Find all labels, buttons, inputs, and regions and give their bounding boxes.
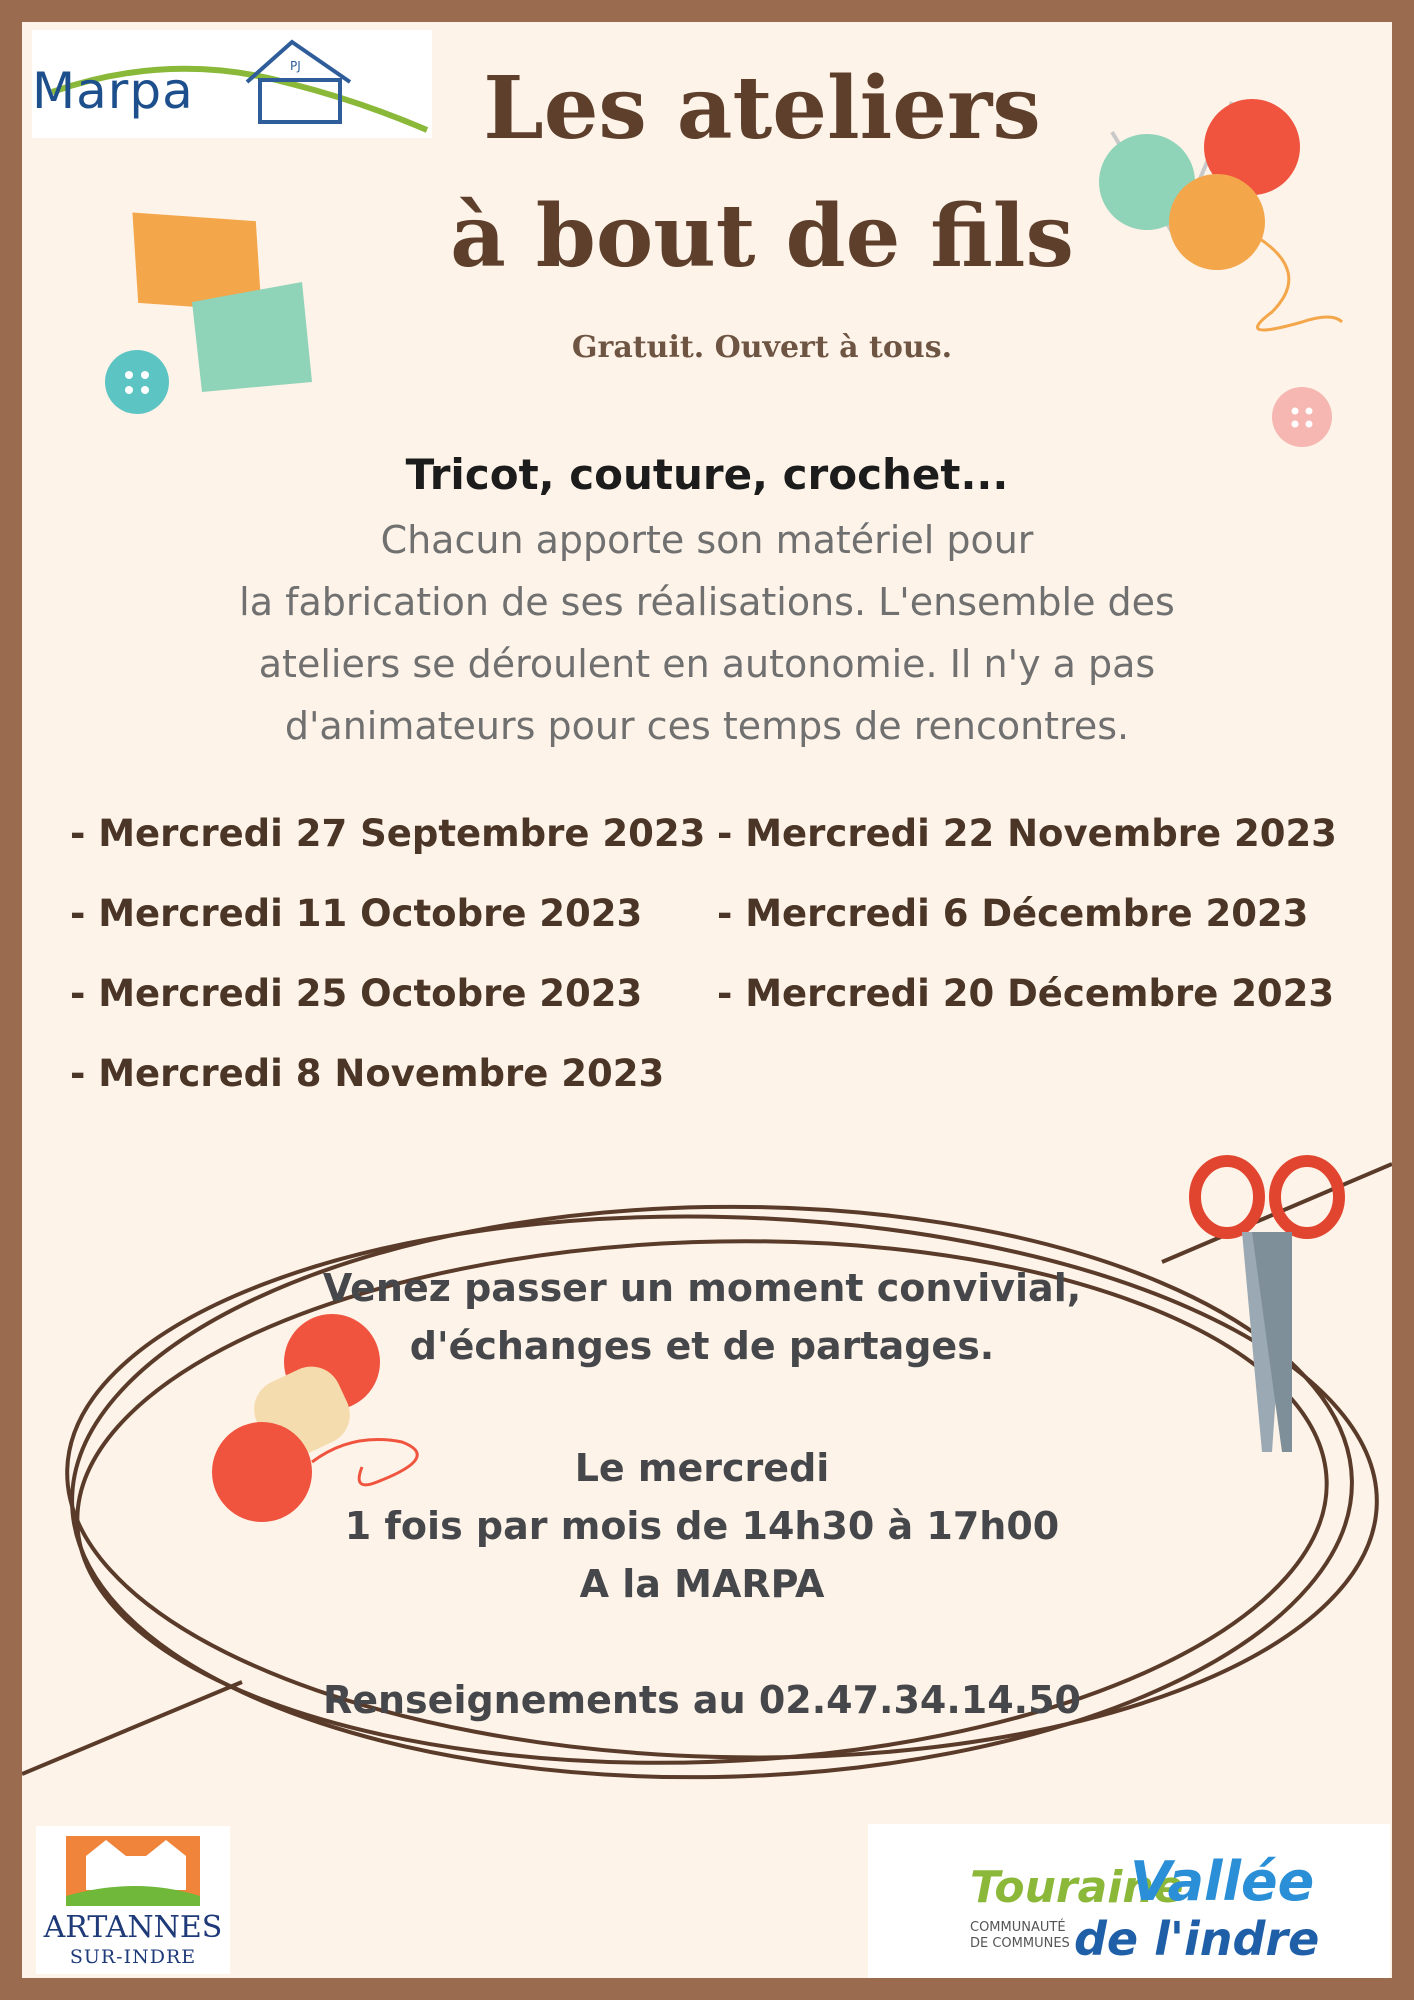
svg-text:PJ: PJ [290,59,301,73]
oval-line: Le mercredi [574,1446,830,1490]
date-item: - Mercredi 22 Novembre 2023 [717,812,1337,855]
intro-line: ateliers se déroulent en autonomie. Il n'y a pas [258,642,1156,686]
artannes-name: ARTANNES [43,1910,223,1945]
date-item: - Mercredi 27 Septembre 2023 [70,812,706,855]
title-line-1: Les ateliers [483,58,1041,159]
oval-line: d'échanges et de partages. [409,1324,995,1368]
oval-line: Venez passer un moment convivial, [322,1266,1082,1310]
poster [22,22,1392,1978]
intro-heading: Tricot, couture, crochet... [405,450,1009,499]
date-item: - Mercredi 20 Décembre 2023 [717,972,1335,1015]
fabric-patch-icon [102,172,342,432]
date-item: - Mercredi 6 Décembre 2023 [717,892,1309,935]
date-item: - Mercredi 11 Octobre 2023 [70,892,643,935]
intro-line: la fabrication de ses réalisations. L'ensemble des [239,580,1175,624]
tvi-vallee: Vallée [1130,1850,1315,1913]
oval-line: A la MARPA [579,1562,825,1606]
tvi-touraine: Touraine [970,1862,1184,1913]
title-line-2: à bout de fils [450,186,1074,287]
scissors-icon [1182,1152,1362,1482]
tvi-indre: de l'indre [1074,1912,1320,1966]
chateau-icon [36,1826,230,1906]
intro-line: d'animateurs pour ces temps de rencontres. [284,704,1130,748]
intro-line: Chacun apporte son matériel pour [380,518,1034,562]
tvi-cc: COMMUNAUTÉ DE COMMUNES [970,1920,1070,1951]
oval-line: 1 fois par mois de 14h30 à 17h00 [344,1504,1060,1548]
marpa-logo-text: Marpa [32,62,194,120]
artannes-sub: SUR-INDRE [69,1946,197,1968]
contact-line: Renseignements au 02.47.34.14.50 [322,1678,1082,1722]
yarn-balls-icon [1072,72,1372,452]
date-item: - Mercredi 8 Novembre 2023 [70,1052,665,1095]
subtitle: Gratuit. Ouvert à tous. [571,330,953,365]
date-item: - Mercredi 25 Octobre 2023 [70,972,643,1015]
